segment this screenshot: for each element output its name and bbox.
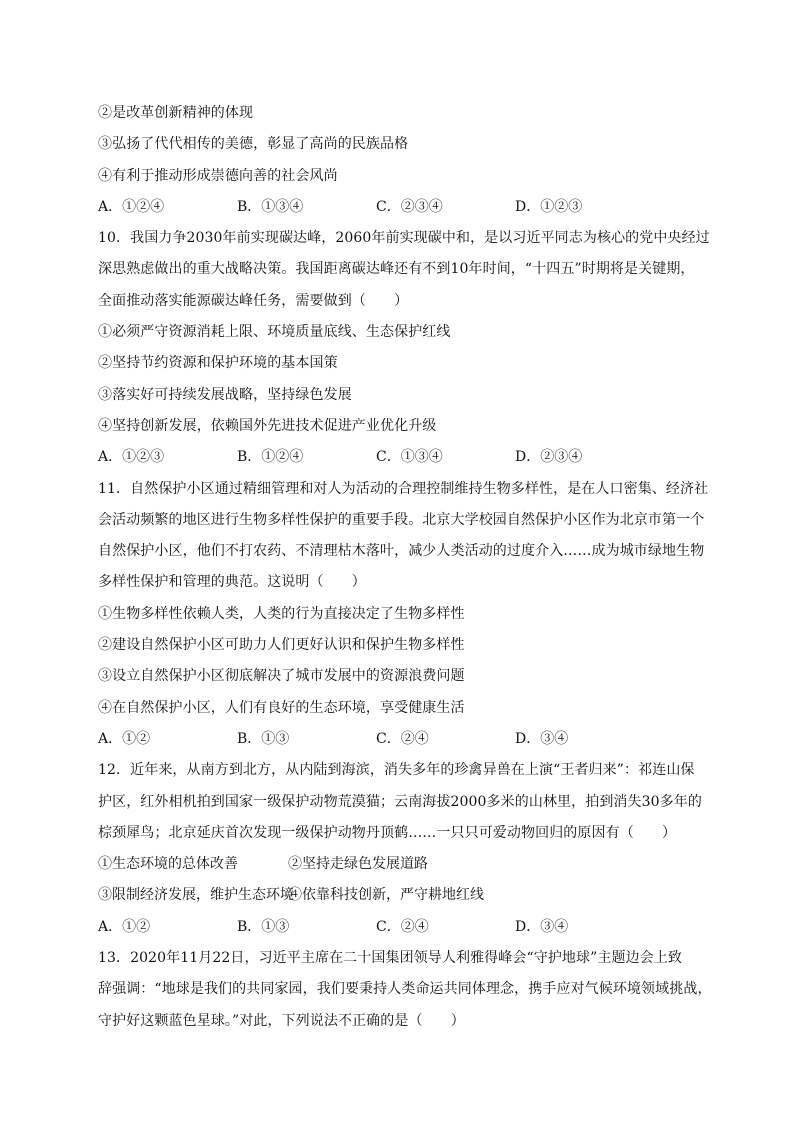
q10-statement-4: ④坚持创新发展，依赖国外先进技术促进产业优化升级 bbox=[98, 417, 437, 434]
q9-statement-4: ④有利于推动形成崇德向善的社会风尚 bbox=[98, 167, 338, 184]
q11-statement-2: ②建设自然保护小区可助力人们更好认识和保护生物多样性 bbox=[98, 637, 465, 654]
q11-statement-1: ①生物多样性依赖人类，人类的行为直接决定了生物多样性 bbox=[98, 605, 465, 622]
q11-option-d: D．③④ bbox=[515, 730, 569, 747]
q10-statement-3: ③落实好可持续发展战略，坚持绿色发展 bbox=[98, 386, 352, 403]
q13-stem-line: 守护好这颗蓝色星球。”对此，下列说法不正确的是（ ） bbox=[98, 1012, 465, 1029]
q12-statement-2: ②坚持走绿色发展道路 bbox=[288, 856, 428, 873]
question-11 bbox=[98, 474, 709, 756]
q11-option-b: B．①③ bbox=[237, 730, 290, 747]
q11-stem-line: 11．自然保护小区通过精细管理和对人为活动的合理控制维持生物多样性，是在人口密集、经济社 bbox=[98, 480, 709, 497]
q12-option-b: B．①③ bbox=[237, 918, 290, 935]
q11-stem-line: 自然保护小区，他们不打农药、不清理枯木落叶，减少人类活动的过度介入……成为城市绿地生物 bbox=[98, 543, 705, 560]
q11-option-a: A．①② bbox=[98, 730, 151, 747]
q12-statement-1: ①生态环境的总体改善 bbox=[98, 856, 238, 873]
q11-statement-4: ④在自然保护小区，人们有良好的生态环境，享受健康生活 bbox=[98, 699, 465, 716]
q12-statement-3: ③限制经济发展，维护生态环境 bbox=[98, 887, 294, 904]
q11-option-c: C．②④ bbox=[376, 730, 429, 747]
question-13 bbox=[98, 943, 712, 1037]
q10-option-a: A．①②③ bbox=[98, 449, 165, 466]
q9-option-c: C．②③④ bbox=[376, 198, 443, 215]
q10-option-d: D．②③④ bbox=[515, 449, 583, 466]
q10-options bbox=[98, 442, 698, 473]
q10-statement-1: ①必须严守资源消耗上限、环境质量底线、生态保护红线 bbox=[98, 324, 451, 341]
q10-option-c: C．①③④ bbox=[376, 449, 443, 466]
q11-options bbox=[98, 724, 698, 755]
q10-option-b: B．①②④ bbox=[237, 449, 304, 466]
q9-option-d: D．①②③ bbox=[515, 198, 583, 215]
q10-stem-line: 全面推动落实能源碳达峰任务，需要做到（ ） bbox=[98, 292, 409, 309]
q12-option-d: D．③④ bbox=[515, 918, 569, 935]
q13-stem-line: 13．2020年11月22日，习近平主席在二十国集团领导人利雅得峰会“守护地球”主题边会上致 bbox=[98, 950, 682, 967]
q10-stem-line: 10．我国力争2030年前实现碳达峰，2060年前实现碳中和，是以习近平同志为核心的党中央经过 bbox=[98, 230, 710, 247]
question-9 bbox=[98, 98, 698, 223]
q11-stem-line: 会活动频繁的地区进行生物多样性保护的重要手段。北京大学校园自然保护小区作为北京市第一个 bbox=[98, 511, 705, 528]
q13-stem-line: 辞强调：“地球是我们的共同家园，我们要秉持人类命运共同体理念，携手应对气候环境领域挑战， bbox=[98, 981, 712, 998]
q9-statement-2: ②是改革创新精神的体现 bbox=[98, 105, 254, 121]
q9-option-a: A．①②④ bbox=[98, 198, 165, 215]
q9-statement-3: ③弘扬了代代相传的美德，彰显了高尚的民族品格 bbox=[98, 136, 409, 153]
q12-stem-line: 护区，红外相机拍到国家一级保护动物荒漠猫；云南海拔2000多米的山林里，拍到消失30多年的 bbox=[98, 793, 702, 810]
q10-stem-line: 深思熟虑做出的重大战略决策。我国距离碳达峰还有不到10年时间，“十四五”时期将是关键期， bbox=[98, 261, 695, 278]
q12-options bbox=[98, 912, 698, 943]
q12-option-a: A．①② bbox=[98, 918, 151, 935]
q10-statement-2: ②坚持节约资源和保护环境的基本国策 bbox=[98, 355, 338, 372]
question-12 bbox=[98, 755, 702, 943]
q12-statements-row-1 bbox=[98, 849, 698, 880]
q12-statement-4: ④依靠科技创新，严守耕地红线 bbox=[288, 887, 484, 904]
q11-stem-line: 多样性保护和管理的典范。这说明（ ） bbox=[98, 574, 366, 591]
q12-statements-row-2 bbox=[98, 880, 698, 911]
q12-stem-line: 12．近年来，从南方到北方，从内陆到海滨，消失多年的珍禽异兽在上演“王者归来”：祁连山保 bbox=[98, 762, 695, 779]
q9-option-b: B．①③④ bbox=[237, 198, 304, 215]
question-10 bbox=[98, 223, 710, 473]
page-content bbox=[98, 98, 712, 1037]
q12-option-c: C．②④ bbox=[376, 918, 429, 935]
q9-options bbox=[98, 192, 698, 223]
q12-stem-line: 棕颈犀鸟；北京延庆首次发现一级保护动物丹顶鹤……一只只可爱动物回归的原因有（ ） bbox=[98, 824, 677, 841]
q11-statement-3: ③设立自然保护小区彻底解决了城市发展中的资源浪费问题 bbox=[98, 668, 465, 685]
